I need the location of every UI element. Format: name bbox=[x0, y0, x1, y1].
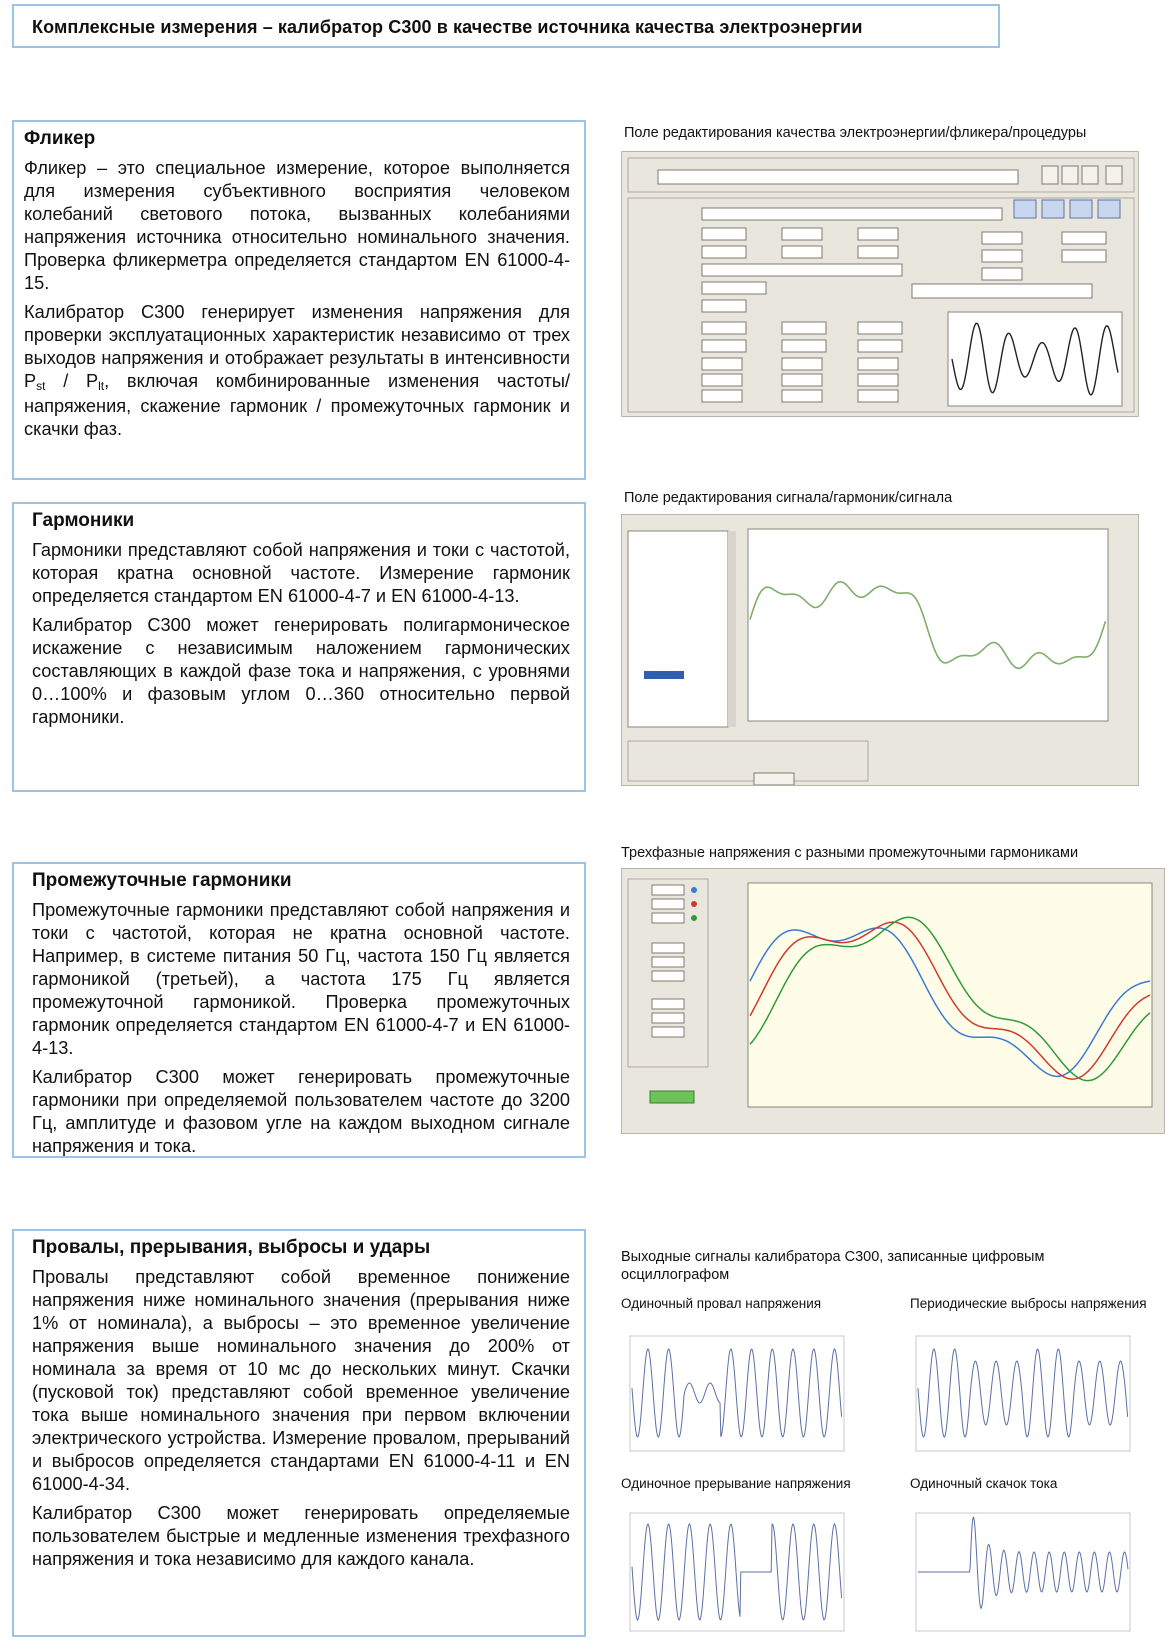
harmonics-editor-screenshot bbox=[621, 514, 1139, 786]
interharmonics-graphic bbox=[622, 869, 1165, 1134]
flicker-editor-graphic bbox=[622, 152, 1139, 417]
section-dips bbox=[12, 1229, 586, 1637]
paragraph: Калибратор С300 генерирует изменения напряжения для проверки эксплуатационных характеристик независимо от трех выходов напряжения и отображает результаты в интенсивности $P_{st} / P_{lt}$, включая комбинированные изменения частоты/напряжения, скажение гармоник / промежуточных гармоник и скачки фаз. bbox=[24, 302, 570, 439]
harmonics-editor-graphic bbox=[622, 515, 1139, 786]
inrush-waveform bbox=[918, 1517, 1128, 1608]
paragraph: Калибратор С300 может генерировать полигармоническое искажение с независимым наложением гармонических составляющих в каждой фазе тока и напряжения, с уровнями 0…100% и фазовым углом 0…360 относительно первой гармоники. bbox=[32, 615, 570, 727]
page-title: Комплексные измерения – калибратор С300 в качестве источника качества электроэнергии bbox=[12, 4, 1000, 48]
paragraph: Калибратор С300 может генерировать определяемые пользователем быстрые и медленные изменения трехфазного напряжения и тока независимо для каждого канала. bbox=[32, 1503, 570, 1569]
figure-caption: Трехфазные напряжения с разными промежуточными гармониками bbox=[621, 845, 1079, 861]
section-title: Гармоники bbox=[32, 510, 135, 531]
section-title: Фликер bbox=[24, 128, 96, 149]
figure-caption: Поле редактирования качества электроэнергии/фликера/процедуры bbox=[624, 125, 1087, 141]
scope-swell bbox=[908, 1328, 1138, 1463]
paragraph: Фликер – это специальное измерение, которое выполняется для измерения субъективного восприятия человеком колебаний светового потока, вызванных колебаниями напряжения источника относительно номинального значения. Проверка фликерметра определяется стандартом EN 61000-4-15. bbox=[24, 158, 570, 293]
scope-interruption bbox=[622, 1505, 852, 1643]
section-flicker bbox=[12, 120, 586, 480]
dip-waveform bbox=[632, 1349, 842, 1437]
paragraph: Гармоники представляют собой напряжения и токи с частотой, которая кратна основной частоте. Измерение гармоник определяется стандартом EN 61000-4-7 и EN 61000-4-13. bbox=[32, 540, 570, 606]
scope-caption-interruption: Одиночное прерывание напряжения bbox=[621, 1476, 851, 1491]
section-title: Промежуточные гармоники bbox=[32, 870, 292, 891]
paragraph: Провалы представляют собой временное понижение напряжения ниже номинального значения (прерывания ниже 1% от номинала), а выбросы – это временное увеличение напряжения выше номинального значения до 200% от номинала за время от 10 мс до нескольких минут. Скачки (пусковой ток) представляют собой временное увеличение тока выше номинального значения при первом включении электрического устройства. Измерение провалом, прерываний и выбросов определяется стандартами EN 61000-4-11 и EN 61000-4-34. bbox=[32, 1267, 570, 1494]
section-interharmonics bbox=[12, 862, 586, 1158]
section-title: Провалы, прерывания, выбросы и удары bbox=[32, 1237, 431, 1258]
section-harmonics bbox=[12, 502, 586, 792]
flicker-editor-screenshot bbox=[621, 151, 1139, 417]
scope-inrush bbox=[908, 1505, 1138, 1643]
paragraph: Калибратор С300 может генерировать промежуточные гармоники при определяемой пользователем частоте до 3200 Гц, амплитуде и фазовом угле на каждом выходном сигнале напряжения и тока. bbox=[32, 1067, 570, 1156]
paragraph: Промежуточные гармоники представляют собой напряжения и токи с частотой, которая не кратна основной частоте. Например, в системе питания 50 Гц, частота 150 Гц является гармоникой (третьей), а частота 175 Гц является промежуточной гармоникой. Проверка промежуточных гармоник определяется стандартом EN 61000-4-7 и EN 61000-4-13. bbox=[32, 900, 570, 1058]
figure-caption: Выходные сигналы калибратора С300, записанные цифровым осциллографом bbox=[621, 1249, 1045, 1283]
swell-waveform bbox=[918, 1349, 1128, 1437]
scope-dip bbox=[622, 1328, 852, 1463]
figure-caption: Поле редактирования сигнала/гармоник/сигнала bbox=[624, 490, 953, 506]
scope-caption-inrush: Одиночный скачок тока bbox=[910, 1476, 1058, 1491]
interruption-waveform bbox=[632, 1524, 842, 1620]
interharmonics-screenshot bbox=[621, 868, 1165, 1134]
scope-caption-swell: Периодические выбросы напряжения bbox=[910, 1296, 1147, 1311]
scope-caption-dip: Одиночный провал напряжения bbox=[621, 1296, 822, 1311]
